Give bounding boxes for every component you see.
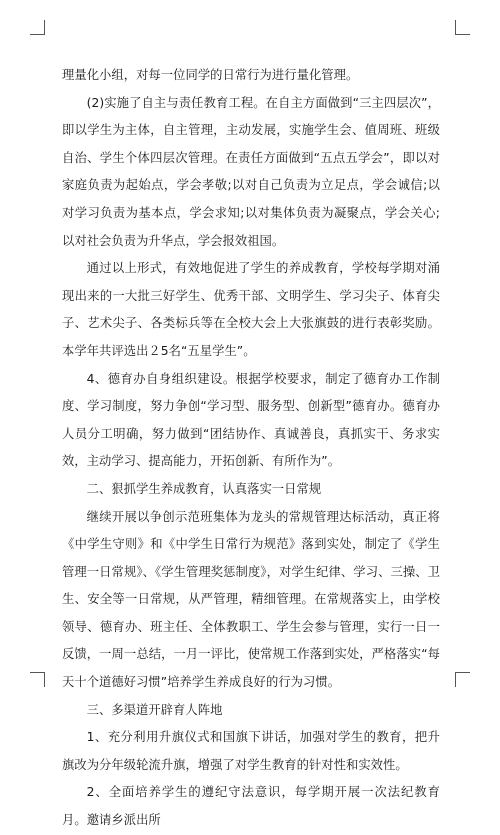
crop-mark-bottom-right-h <box>456 672 470 673</box>
document-body <box>62 62 440 835</box>
paragraph: 2、全面培养学生的遵纪守法意识，每学期开展一次法纪教育月。邀请乡派出所 <box>62 785 440 828</box>
crop-mark-top-left-v <box>44 20 45 35</box>
crop-mark-top-left-h <box>30 34 44 35</box>
paragraph: 理量化小组，对每一位同学的日常行为进行量化管理。 <box>62 68 359 82</box>
section-heading: 三、多渠道开辟育人阵地 <box>86 702 223 717</box>
paragraph: 1、充分利用升旗仪式和国旗下讲话，加强对学生的教育，把升旗改为分年级轮流升旗，增强了对学生教育的针对性和实效性。 <box>62 730 440 772</box>
crop-mark-bottom-right-v <box>455 672 456 687</box>
section-heading: 二、狠抓学生养成教育，认真落实一日常规 <box>86 481 322 496</box>
crop-mark-top-right-v <box>455 20 456 35</box>
paragraph: 继续开展以争创示范班集体为龙头的常规管理达标活动，真正将《中学生守则》和《中学生日常行为规范》落到实处，制定了《学生管理一日常规》、《学生管理奖惩制度》，对学生纪律、学习、三操、卫生、安全等一日常规，从严管理，精细管理。在常规落实上，由学校领导、德育办、班主任、全体教职工、学生会参与管理，实行一日一反馈，一周一总结，一月一评比，使常规工作落到实处，严格落实“每天十个道德好习惯”培养学生养成良好的行为习惯。 <box>62 509 440 690</box>
paragraph: (2)实施了自主与责任教育工程。在自主方面做到“三主四层次”，即以学生为主体，自主管理，主动发展，实施学生会、值周班、班级自治、学生个体四层次管理。在责任方面做到“五点五学会”，即以对家庭负责为起始点，学会孝敬;以对自己负责为立足点，学会诚信;以对学习负责为基本点，学会求知;以对集体负责为凝聚点，学会关心;以对社会负责为升华点，学会报效祖国。 <box>62 95 440 248</box>
crop-mark-top-right-h <box>456 34 470 35</box>
paragraph: 通过以上形式，有效地促进了学生的养成教育，学校每学期对涌现出来的一大批三好学生、优秀干部、文明学生、学习尖子、体育尖子、艺术尖子、各类标兵等在全校大会上大张旗鼓的进行表彰奖励。本学年共评选出２5名“五星学生”。 <box>62 261 440 358</box>
crop-mark-bottom-left-v <box>44 672 45 687</box>
crop-mark-bottom-left-h <box>30 672 44 673</box>
paragraph: 4、德育办自身组织建设。根据学校要求，制定了德育办工作制度、学习制度，努力争创“学习型、服务型、创新型”德育办。德育办人员分工明确，努力做到“团结协作、真诚善良，真抓实干、务求实效，主动学习、提高能力，开拓创新、有所作为”。 <box>62 371 440 469</box>
